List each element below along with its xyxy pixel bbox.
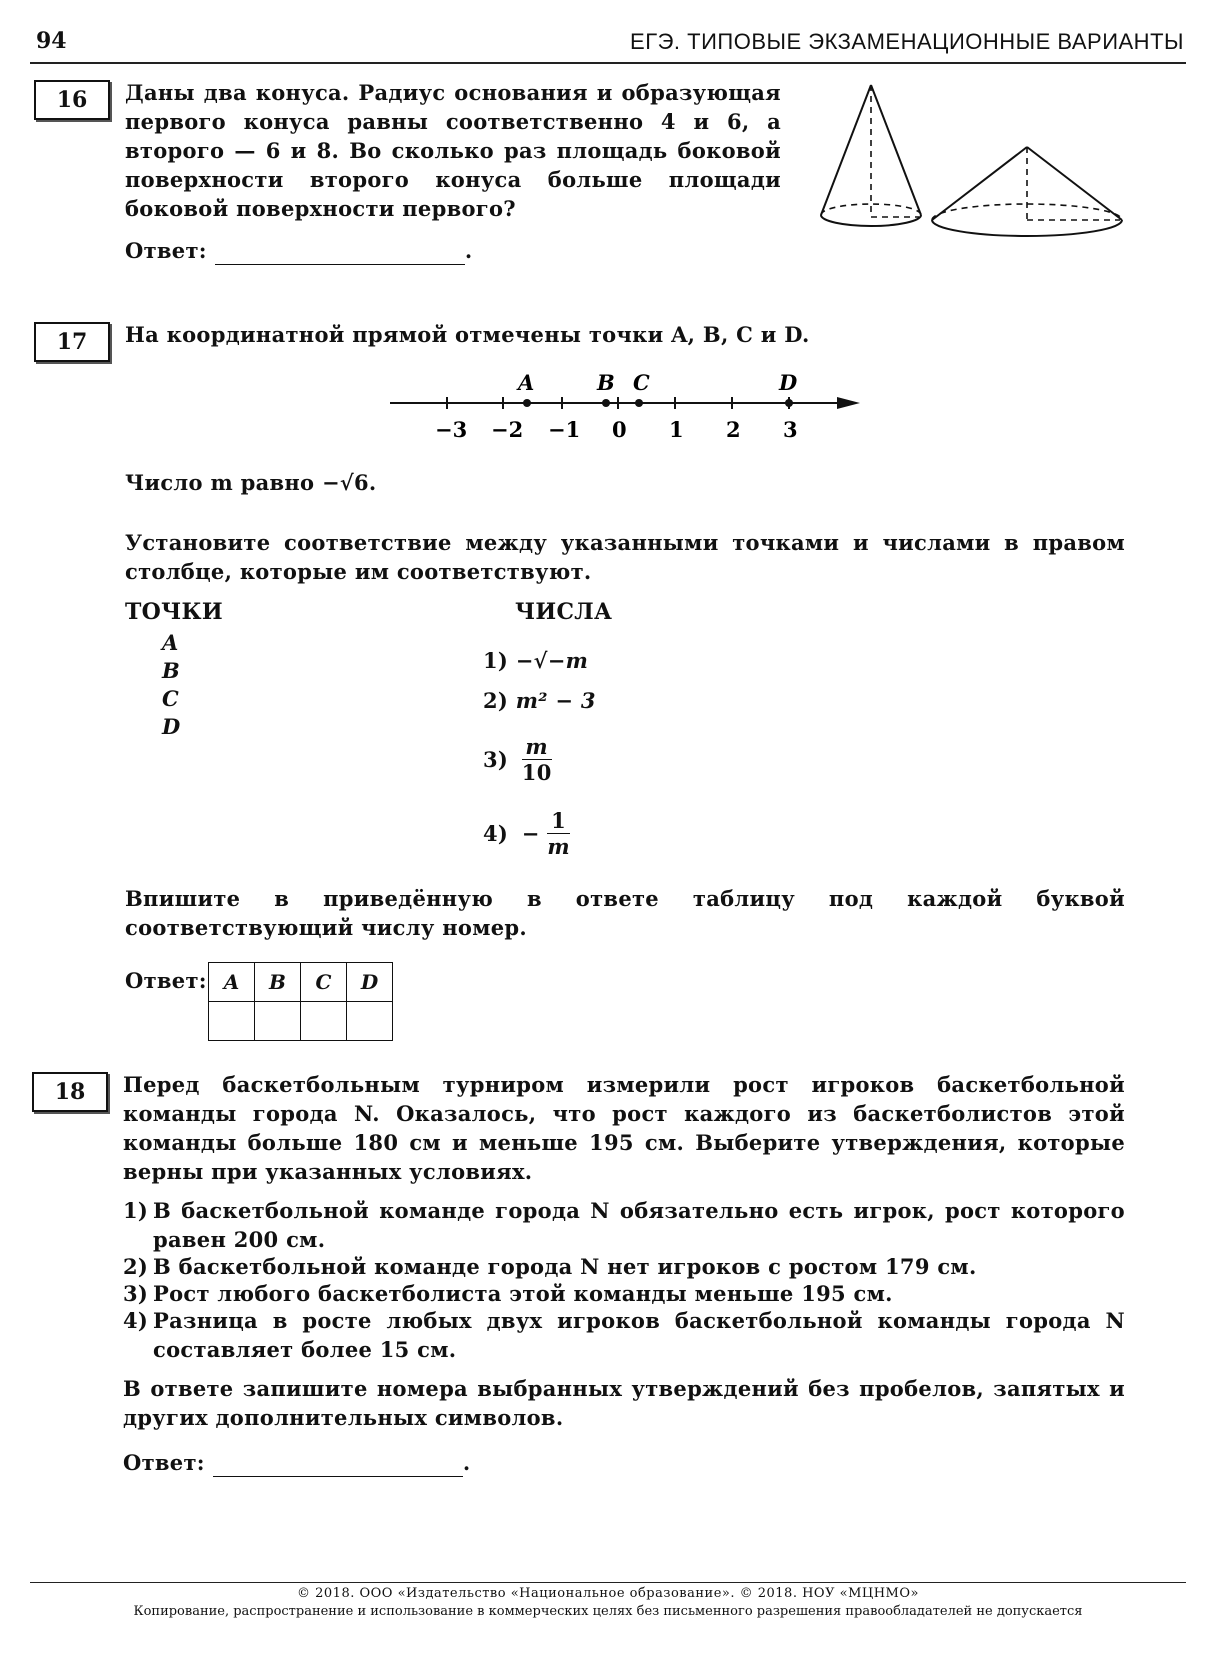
answer-cell-d[interactable] xyxy=(347,1002,393,1041)
m-value: −√6. xyxy=(321,470,377,495)
footer-rule xyxy=(30,1582,1186,1583)
option-4-fraction: $\frac{1}{m}$ xyxy=(547,808,570,859)
option-3-fraction: $\frac{m}{10}$ xyxy=(521,734,552,785)
option-1: 1) −√−m xyxy=(483,648,589,673)
table-instruction: Впишите в приведённую в ответе таблицу под каждой буквой соответствующий числу номер. xyxy=(125,886,1125,940)
option-4: 4) − $\frac{1}{m}$ xyxy=(483,808,570,859)
point-label: B xyxy=(597,370,615,395)
point-label: C xyxy=(633,370,650,395)
task-17-number: 17 xyxy=(34,322,110,362)
statement-2: 2) В баскетбольной команде города N нет игроков с ростом 179 см. xyxy=(123,1254,977,1279)
task-18-instruction: В ответе запишите номера выбранных утверждений без пробелов, запятых и других дополнительных символов. xyxy=(123,1376,1125,1430)
task-16-number: 16 xyxy=(34,80,110,120)
task-17-answer-label: Ответ: xyxy=(125,968,207,993)
page-number: 94 xyxy=(36,28,67,54)
answer-table xyxy=(208,962,393,1041)
tick-label: −3 xyxy=(435,417,468,442)
task-18-text: Перед баскетбольным турниром измерили рост игроков баскетбольной команды города N. Оказалось, что рост каждого из баскетболистов этой команды больше 180 см и меньше 195 см. Выберите утверждения, которые верны при указанных условиях. xyxy=(123,1072,1125,1184)
footer-copyright: © 2018. ООО «Издательство «Национальное образование». © 2018. НОУ «МЦНМО» xyxy=(297,1586,919,1601)
tick-label: 3 xyxy=(783,417,798,442)
point-b-label: B xyxy=(162,658,181,683)
point-d xyxy=(785,399,793,407)
col-numbers-header: ЧИСЛА xyxy=(515,599,613,625)
tick-label: −1 xyxy=(548,417,581,442)
tick-label: 0 xyxy=(612,417,627,442)
m-definition xyxy=(125,468,377,497)
point-d-label: D xyxy=(162,714,181,739)
footer-notice: Копирование, распространение и использование в коммерческих целях без письменного разрешения правообладателей не допускается xyxy=(133,1604,1083,1619)
option-2-expr: m² − 3 xyxy=(515,688,596,713)
statement-list xyxy=(123,1196,1125,1364)
point-label: D xyxy=(779,370,798,395)
point-a-label: A xyxy=(162,630,179,655)
point-c xyxy=(635,399,643,407)
answer-label: Ответ: xyxy=(123,1450,205,1475)
point-b xyxy=(602,399,610,407)
point-c-label: C xyxy=(162,686,180,711)
option-1-expr: −√−m xyxy=(515,648,589,673)
task-16-answer: Ответ: . xyxy=(125,238,473,263)
m-prefix: Число m равно xyxy=(125,470,315,495)
task-16-text: Даны два конуса. Радиус основания и образующая первого конуса равны соответственно 4 и 6, а второго — 6 и 8. Во сколько раз площадь боковой поверхности второго конуса больше площади боковой поверхности первого? xyxy=(125,80,781,221)
point-label: A xyxy=(518,370,535,395)
answer-cell-b[interactable] xyxy=(255,1002,301,1041)
col-points-header: ТОЧКИ xyxy=(125,599,223,625)
answer-col-a: A xyxy=(209,963,255,1002)
answer-field[interactable] xyxy=(215,242,465,265)
header-rule xyxy=(30,62,1186,64)
task-17-instruction: Установите соответствие между указанными точками и числами в правом столбце, которые им соответствуют. xyxy=(125,530,1125,584)
task-18-answer: Ответ: . xyxy=(123,1450,471,1475)
option-2: 2) m² − 3 xyxy=(483,688,596,713)
answer-cell-a[interactable] xyxy=(209,1002,255,1041)
statement-4: 4) Разница в росте любых двух игроков баскетбольной команды города N составляет более 15 см. xyxy=(123,1308,1125,1362)
answer-label: Ответ: xyxy=(125,238,207,263)
answer-col-d: D xyxy=(347,963,393,1002)
number-line xyxy=(385,365,865,450)
answer-cell-c[interactable] xyxy=(301,1002,347,1041)
task-17-intro: На координатной прямой отмечены точки A, B, C и D. xyxy=(125,322,810,347)
tick-label: 2 xyxy=(726,417,741,442)
answer-col-b: B xyxy=(255,963,301,1002)
tick-label: −2 xyxy=(491,417,524,442)
answer-field[interactable] xyxy=(213,1454,463,1477)
task-18-number: 18 xyxy=(32,1072,108,1112)
cones-figure xyxy=(815,75,1135,245)
running-title: ЕГЭ. ТИПОВЫЕ ЭКЗАМЕНАЦИОННЫЕ ВАРИАНТЫ xyxy=(630,29,1184,54)
statement-3: 3) Рост любого баскетболиста этой команды меньше 195 см. xyxy=(123,1281,893,1306)
point-a xyxy=(523,399,531,407)
statement-1: 1) В баскетбольной команде города N обязательно есть игрок, рост которого равен 200 см. xyxy=(123,1198,1125,1252)
tick-label: 1 xyxy=(669,417,684,442)
answer-col-c: C xyxy=(301,963,347,1002)
option-3: 3) $\frac{m}{10}$ xyxy=(483,734,552,785)
